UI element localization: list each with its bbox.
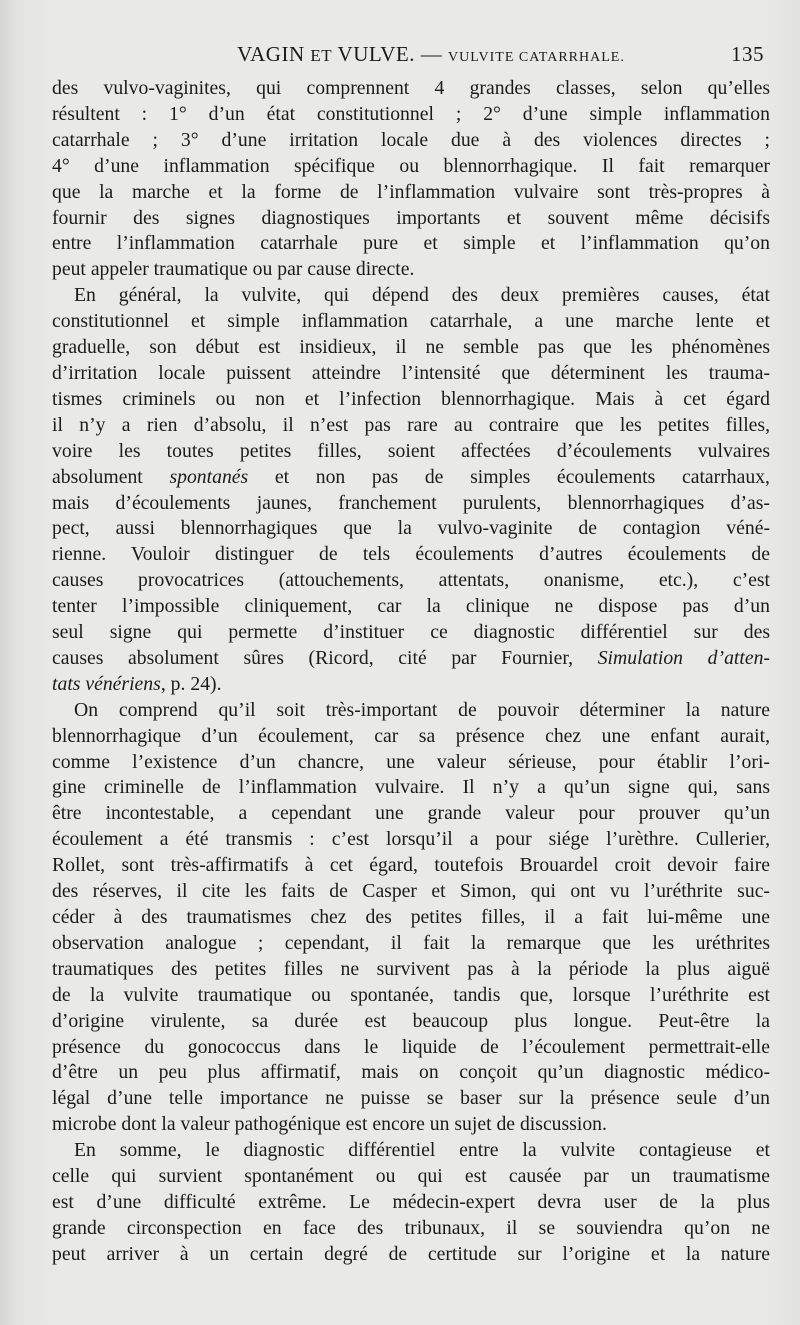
paragraph [52, 698, 770, 1138]
italic-text: Simulation d’atten- [597, 646, 770, 669]
text-line: il n’y a rien d’absolu, il n’est pas rare au contraire que les petites filles, [52, 413, 770, 436]
text-line: Rollet, sont très-affirmatifs à cet égard, toutefois Brouardel croit devoir faire [52, 854, 770, 877]
text-line: En général, la vulvite, qui dépend des deux premières causes, état [74, 284, 770, 307]
text-line: entre l’inflammation catarrhale pure et simple et l’inflammation qu’on [52, 232, 770, 255]
text-line: rienne. Vouloir distinguer de tels écoulements d’autres écoulements de [52, 543, 770, 566]
text-line: de la vulvite traumatique ou spontanée, tandis que, lorsque l’uréthrite est [52, 983, 770, 1006]
text-line: tismes criminels ou non et l’infection blennorrhagique. Mais à cet égard [52, 387, 770, 410]
text-line: peut appeler traumatique ou par cause directe. [52, 258, 415, 281]
body-text [52, 76, 770, 1268]
text-line: blennorrhagique d’un écoulement, car sa présence chez une enfant aurait, [52, 724, 770, 747]
text-line: peut arriver à un certain degré de certitude sur l’origine et la nature [52, 1242, 770, 1265]
running-head [92, 42, 770, 76]
text-line: On comprend qu’il soit très-important de pouvoir déterminer la nature [74, 698, 770, 721]
paragraph [52, 1138, 770, 1268]
text-line: traumatiques des petites filles ne survivent pas à la période la plus aiguë [52, 957, 770, 980]
text-line: 4° d’une inflammation spécifique ou blennorrhagique. Il fait remarquer [52, 154, 770, 177]
running-head-title [237, 42, 625, 67]
text-line: comme l’existence d’un chancre, une valeur sérieuse, pour établir l’ori- [52, 750, 770, 773]
italic-text: tats vénériens [52, 672, 161, 695]
text-line: constitutionnel et simple inflammation catarrhale, a une marche lente et [52, 310, 770, 333]
running-head-section: VULVITE CATARRHALE. [448, 50, 625, 65]
text-line: tenter l’impossible cliniquement, car la clinique ne dispose pas d’un [52, 595, 770, 618]
text-line: seul signe qui permette d’instituer ce diagnostic différentiel sur des [52, 621, 770, 644]
text-line: légal d’une telle importance ne puisse se baser sur la présence seule d’un [52, 1087, 770, 1110]
text-line: voire les toutes petites filles, soient affectées d’écoulements vulvaires [52, 439, 770, 462]
paragraph [52, 76, 770, 283]
text-line: grande circonspection en face des tribunaux, il se souviendra qu’on ne [52, 1216, 770, 1239]
text-line: que la marche et la forme de l’inflammation vulvaire sont très-propres à [52, 180, 770, 203]
running-head-dash: — [420, 42, 443, 66]
text-line: observation analogue ; cependant, il fait la remarque que les uréthrites [52, 931, 770, 954]
text-line: microbe dont la valeur pathogénique est encore un sujet de discussion. [52, 1113, 607, 1136]
text-line: d’être un peu plus affirmatif, mais on conçoit qu’un diagnostic médico- [52, 1061, 770, 1084]
text-line: présence du gonococcus dans le liquide de l’écoulement permettrait-elle [52, 1035, 770, 1058]
text-line: écoulement a été transmis : c’est lorsqu’il a pour siége l’urèthre. Cullerier, [52, 828, 770, 851]
paragraph [52, 283, 770, 698]
italic-text: spontanés [169, 465, 249, 488]
text-line: causes absolument sûres (Ricord, cité par Fournier, Simulation d’atten- [52, 646, 770, 669]
text-line: mais d’écoulements jaunes, franchement purulents, blennorrhagiques d’as- [52, 491, 770, 514]
running-head-et: ET [310, 46, 333, 65]
text-line: être incontestable, a cependant une grande valeur pour prouver qu’un [52, 802, 770, 825]
text-line: tats vénériens, p. 24). [52, 672, 222, 695]
text-line: des vulvo-vaginites, qui comprennent 4 grandes classes, selon qu’elles [52, 77, 770, 99]
text-line: pect, aussi blennorrhagiques que la vulvo-vaginite de contagion véné- [52, 517, 770, 540]
text-line: céder à des traumatismes chez des petites filles, il a fait lui-même une [52, 906, 770, 928]
text-line: gine criminelle de l’inflammation vulvaire. Il n’y a qu’un signe qui, sans [52, 776, 770, 799]
text-line: d’irritation locale puissent atteindre l’intensité que déterminent les trauma- [52, 361, 770, 384]
running-head-vulve: VULVE. [337, 42, 416, 66]
text-line: graduelle, son début est insidieux, il ne semble pas que les phénomènes [52, 336, 770, 359]
page-number: 135 [731, 42, 764, 66]
text-line: fournir des signes diagnostiques importants et souvent même décisifs [52, 206, 770, 229]
text-line: En somme, le diagnostic différentiel entre la vulvite contagieuse et [74, 1139, 770, 1162]
text-line: des réserves, il cite les faits de Casper et Simon, qui ont vu l’uréthrite suc- [52, 880, 770, 903]
text-line: d’origine virulente, sa durée est beaucoup plus longue. Peut-être la [52, 1009, 770, 1032]
text-line: résultent : 1° d’un état constitutionnel ; 2° d’une simple inflammation [52, 102, 770, 125]
text-line: absolument spontanés et non pas de simples écoulements catarrhaux, [52, 465, 770, 488]
text-line: celle qui survient spontanément ou qui est causée par un traumatisme [52, 1165, 770, 1188]
text-line: causes provocatrices (attouchements, attentats, onanisme, etc.), c’est [52, 569, 770, 592]
text-line: catarrhale ; 3° d’une irritation locale due à des violences directes ; [52, 128, 770, 151]
running-head-vagin: VAGIN [237, 42, 305, 66]
text-line: est d’une difficulté extrême. Le médecin-expert devra user de la plus [52, 1190, 770, 1213]
